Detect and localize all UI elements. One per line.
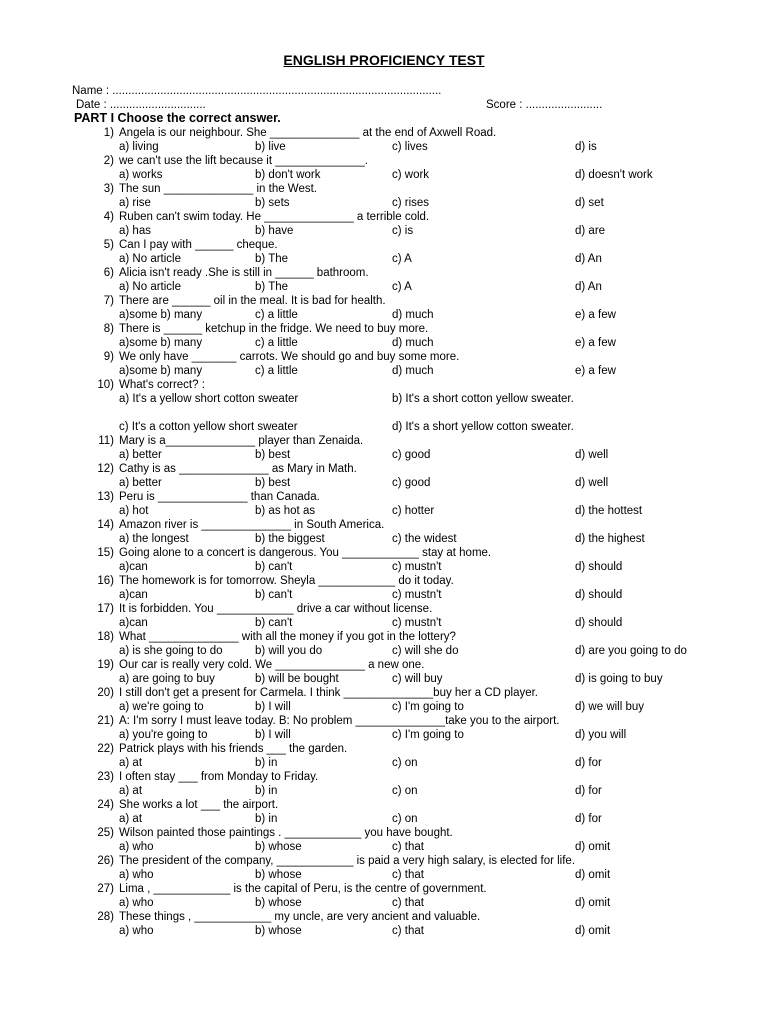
answer-options <box>0 420 768 434</box>
test-title: ENGLISH PROFICIENCY TEST <box>283 52 485 68</box>
answer-option[interactable]: a) hot <box>119 505 149 517</box>
question-text: There is ______ ketchup in the fridge. We need to buy more. <box>119 323 429 335</box>
question-text: Peru is ______________ than Canada. <box>119 491 320 503</box>
answer-option[interactable]: b) in <box>255 785 278 797</box>
answer-option[interactable]: b) I will <box>255 729 291 741</box>
question-item <box>0 546 768 574</box>
question-text: We only have _______ carrots. We should go and buy some more. <box>119 351 460 363</box>
question-text: Our car is really very cold. We ______________ a new one. <box>119 659 425 671</box>
answer-option[interactable]: b) whose <box>255 869 302 881</box>
answer-option[interactable]: c) A <box>392 253 412 265</box>
answer-option[interactable]: a) who <box>119 869 154 881</box>
answer-option[interactable]: c) good <box>392 449 431 461</box>
question-text: Angela is our neighbour. She ______________ at the end of Axwell Road. <box>119 127 497 139</box>
answer-option[interactable]: a)can <box>119 617 148 629</box>
answer-option[interactable]: c) hotter <box>392 505 435 517</box>
question-number: 7) <box>103 295 114 307</box>
question-item <box>0 574 768 602</box>
answer-option[interactable]: c) mustn't <box>392 589 442 601</box>
question-stem <box>0 518 768 532</box>
answer-option[interactable]: c) will buy <box>392 673 443 685</box>
answer-options <box>0 392 768 406</box>
answer-options <box>0 252 768 266</box>
question-text: Amazon river is ______________ in South America. <box>119 519 385 531</box>
question-text: What's correct? : <box>119 379 205 391</box>
question-number: 9) <box>103 351 114 363</box>
answer-option[interactable]: d) are you going to do <box>575 645 687 657</box>
answer-option[interactable]: a) the longest <box>119 533 189 545</box>
answer-option[interactable]: b) best <box>255 477 291 489</box>
answer-option[interactable]: d) is going to buy <box>575 673 663 685</box>
answer-option[interactable]: d) doesn't work <box>575 169 653 181</box>
answer-option[interactable]: d) should <box>575 589 623 601</box>
question-number: 23) <box>97 771 114 783</box>
answer-options <box>0 840 768 854</box>
answer-options <box>0 168 768 182</box>
question-text: I still don't get a present for Carmela. I think ______________buy her a CD player. <box>119 687 539 699</box>
question-number: 25) <box>97 827 114 839</box>
question-text: Patrick plays with his friends ___ the garden. <box>119 743 348 755</box>
question-number: 20) <box>97 687 114 699</box>
question-stem <box>0 126 768 140</box>
name-label: Name : <box>72 85 110 97</box>
answer-options <box>0 532 768 546</box>
question-text: The president of the company, ____________ is paid a very high salary, is elected for life. <box>119 855 576 867</box>
question-stem <box>0 882 768 896</box>
answer-options <box>0 616 768 630</box>
question-stem <box>0 658 768 672</box>
answer-option[interactable]: b) can't <box>255 589 293 601</box>
question-item <box>0 434 768 462</box>
answer-option[interactable]: c) A <box>392 281 412 293</box>
question-number: 27) <box>97 883 114 895</box>
question-text: Going alone to a concert is dangerous. You ____________ stay at home. <box>119 547 492 559</box>
answer-option[interactable]: a) is she going to do <box>119 645 223 657</box>
question-text: Mary is a______________ player than Zenaida. <box>119 435 364 447</box>
answer-option[interactable]: a) rise <box>119 197 151 209</box>
answer-option[interactable]: c) work <box>392 169 430 181</box>
answer-option[interactable]: d) should <box>575 561 623 573</box>
answer-option[interactable]: c) mustn't <box>392 561 442 573</box>
answer-options <box>0 308 768 322</box>
question-item <box>0 770 768 798</box>
question-stem <box>0 294 768 308</box>
answer-option[interactable]: c) I'm going to <box>392 729 464 741</box>
question-item <box>0 714 768 742</box>
question-stem <box>0 798 768 812</box>
answer-option[interactable]: d) much <box>392 337 434 349</box>
answer-option[interactable]: a) No article <box>119 281 181 293</box>
question-stem <box>0 434 768 448</box>
answer-option[interactable]: d) well <box>575 449 609 461</box>
answer-options <box>0 588 768 602</box>
date-label: Date : <box>76 99 107 111</box>
answer-options <box>0 700 768 714</box>
question-item <box>0 462 768 490</box>
question-number: 4) <box>103 211 114 223</box>
answer-option[interactable]: a) at <box>119 757 143 769</box>
answer-option[interactable]: b) don't work <box>255 169 321 181</box>
answer-option[interactable]: a) you're going to <box>119 729 208 741</box>
question-stem <box>0 350 768 364</box>
answer-options <box>0 364 768 378</box>
answer-option[interactable]: a)can <box>119 561 148 573</box>
question-item <box>0 798 768 826</box>
answer-option[interactable]: b) whose <box>255 897 302 909</box>
question-text: The homework is for tomorrow. Sheyla ____________ do it today. <box>119 575 454 587</box>
question-number: 14) <box>97 519 114 531</box>
answer-option[interactable]: d) omit <box>575 925 611 937</box>
answer-options <box>0 504 768 518</box>
question-item <box>0 882 768 910</box>
answer-option[interactable]: b) best <box>255 449 291 461</box>
answer-option[interactable]: c) rises <box>392 197 430 209</box>
question-item <box>0 210 768 238</box>
answer-option[interactable]: a)some b) many <box>119 337 203 349</box>
answer-option[interactable]: b) The <box>255 253 289 265</box>
answer-option[interactable]: c) on <box>392 757 418 769</box>
question-item <box>0 154 768 182</box>
answer-option[interactable]: b) will be bought <box>255 673 339 685</box>
answer-option[interactable]: d) we will buy <box>575 701 645 713</box>
answer-option[interactable]: d) well <box>575 477 609 489</box>
answer-option[interactable]: a) who <box>119 897 154 909</box>
answer-option[interactable]: c) the widest <box>392 533 457 545</box>
answer-option[interactable]: b) the biggest <box>255 533 325 545</box>
question-stem <box>0 266 768 280</box>
question-number: 26) <box>97 855 114 867</box>
answer-option[interactable]: d) are <box>575 225 606 237</box>
name-line <box>72 84 441 98</box>
question-stem <box>0 238 768 252</box>
question-stem <box>0 574 768 588</box>
question-stem <box>0 826 768 840</box>
question-number: 3) <box>103 183 114 195</box>
answer-option[interactable]: b) I will <box>255 701 291 713</box>
answer-options <box>0 280 768 294</box>
question-item <box>0 658 768 686</box>
question-text: Alicia isn't ready .She is still in ______ bathroom. <box>119 267 369 279</box>
answer-option[interactable]: a)some b) many <box>119 365 203 377</box>
answer-option[interactable]: c) that <box>392 897 424 909</box>
answer-option[interactable]: b) whose <box>255 925 302 937</box>
date-blank: .............................. <box>109 99 206 111</box>
answer-option[interactable]: e) a few <box>575 337 616 349</box>
answer-option[interactable]: a)can <box>119 589 148 601</box>
answer-option[interactable]: d) the highest <box>575 533 645 545</box>
answer-option[interactable]: b) live <box>255 141 286 153</box>
question-stem <box>0 630 768 644</box>
question-number: 13) <box>97 491 114 503</box>
answer-option[interactable]: c) that <box>392 869 424 881</box>
question-stem <box>0 462 768 476</box>
question-text: A: I'm sorry I must leave today. B: No problem ______________take you to the airport. <box>119 715 560 727</box>
answer-option[interactable]: a) No article <box>119 253 181 265</box>
question-stem <box>0 714 768 728</box>
answer-option[interactable]: c) lives <box>392 141 428 153</box>
answer-option[interactable]: d) much <box>392 365 434 377</box>
answer-option[interactable]: d) for <box>575 785 602 797</box>
question-stem <box>0 686 768 700</box>
question-text: What ______________ with all the money if you got in the lottery? <box>119 631 456 643</box>
answer-options <box>0 196 768 210</box>
answer-options <box>0 140 768 154</box>
answer-option[interactable]: c) a little <box>255 337 298 349</box>
question-number: 11) <box>98 435 114 447</box>
answer-option[interactable]: b) have <box>255 225 294 237</box>
question-number: 17) <box>97 603 114 615</box>
answer-option[interactable]: a) better <box>119 477 162 489</box>
question-number: 24) <box>97 799 114 811</box>
answer-option[interactable]: b) will you do <box>255 645 323 657</box>
question-text: Cathy is as ______________ as Mary in Math. <box>119 463 357 475</box>
question-text: These things , ____________ my uncle, are very ancient and valuable. <box>119 911 481 923</box>
question-stem <box>0 854 768 868</box>
question-item <box>0 602 768 630</box>
question-stem <box>0 182 768 196</box>
question-item <box>0 322 768 350</box>
score-label: Score : <box>486 99 523 111</box>
question-text: Can I pay with ______ cheque. <box>119 239 278 251</box>
question-number: 1) <box>103 127 114 139</box>
answer-option[interactable]: a) who <box>119 925 154 937</box>
question-item <box>0 350 768 378</box>
answer-option[interactable]: d) An <box>575 253 602 265</box>
answer-option[interactable]: c) that <box>392 925 424 937</box>
answer-options <box>0 924 768 938</box>
question-text: Ruben can't swim today. He ______________ a terrible cold. <box>119 211 430 223</box>
answer-option[interactable]: c) that <box>392 841 424 853</box>
question-item <box>0 826 768 854</box>
answer-option[interactable]: a)some b) many <box>119 309 203 321</box>
question-number: 12) <box>97 463 114 475</box>
answer-option[interactable]: c) I'm going to <box>392 701 464 713</box>
answer-options <box>0 868 768 882</box>
answer-option[interactable]: b) It's a short cotton yellow sweater. <box>392 393 574 405</box>
answer-option[interactable]: a) works <box>119 169 163 181</box>
answer-options <box>0 672 768 686</box>
question-number: 5) <box>103 239 114 251</box>
question-number: 16) <box>97 575 114 587</box>
question-text: I often stay ___ from Monday to Friday. <box>119 771 319 783</box>
question-item <box>0 854 768 882</box>
question-text: There are ______ oil in the meal. It is bad for health. <box>119 295 386 307</box>
question-item <box>0 294 768 322</box>
question-text: It is forbidden. You ____________ drive a car without license. <box>119 603 433 615</box>
answer-option[interactable]: c) on <box>392 813 418 825</box>
question-text: She works a lot ___ the airport. <box>119 799 279 811</box>
question-number: 2) <box>103 155 114 167</box>
answer-option[interactable]: c) good <box>392 477 431 489</box>
question-stem <box>0 322 768 336</box>
answer-option[interactable]: a) living <box>119 141 159 153</box>
question-text: we can't use the lift because it ______________. <box>119 155 368 167</box>
answer-option[interactable]: b) whose <box>255 841 302 853</box>
question-stem <box>0 910 768 924</box>
answer-option[interactable]: b) can't <box>255 617 293 629</box>
answer-option[interactable]: d) omit <box>575 897 611 909</box>
question-item <box>0 406 768 434</box>
answer-option[interactable]: d) is <box>575 141 597 153</box>
part-heading: PART I Choose the correct answer. <box>74 111 281 125</box>
answer-option[interactable]: b) as hot as <box>255 505 316 517</box>
question-item <box>0 378 768 406</box>
question-stem <box>0 742 768 756</box>
answer-option[interactable]: d) It's a short yellow cotton sweater. <box>392 421 574 433</box>
date-line <box>76 98 206 112</box>
answer-option[interactable]: a) It's a yellow short cotton sweater <box>119 393 299 405</box>
answer-options <box>0 560 768 574</box>
question-stem <box>0 406 768 420</box>
answer-option[interactable]: d) should <box>575 617 623 629</box>
answer-option[interactable]: b) in <box>255 757 278 769</box>
question-text: Wilson painted those paintings . ____________ you have bought. <box>119 827 453 839</box>
answer-options <box>0 756 768 770</box>
score-line <box>486 98 602 112</box>
answer-options <box>0 476 768 490</box>
question-stem <box>0 154 768 168</box>
answer-option[interactable]: a) who <box>119 841 154 853</box>
answer-option[interactable]: a) at <box>119 813 143 825</box>
question-item <box>0 266 768 294</box>
question-item <box>0 742 768 770</box>
answer-option[interactable]: b) can't <box>255 561 293 573</box>
answer-option[interactable]: a) better <box>119 449 162 461</box>
answer-option[interactable]: c) It's a cotton yellow short sweater <box>119 421 298 433</box>
question-number: 21) <box>97 715 114 727</box>
question-text: The sun ______________ in the West. <box>119 183 317 195</box>
question-number: 22) <box>97 743 114 755</box>
answer-options <box>0 896 768 910</box>
question-item <box>0 686 768 714</box>
question-item <box>0 910 768 938</box>
answer-option[interactable]: b) The <box>255 281 289 293</box>
answer-options <box>0 812 768 826</box>
question-number: 10) <box>97 379 114 391</box>
answer-option[interactable]: c) a little <box>255 365 298 377</box>
answer-options <box>0 224 768 238</box>
answer-option[interactable]: c) on <box>392 785 418 797</box>
question-stem <box>0 602 768 616</box>
question-stem <box>0 546 768 560</box>
score-blank: ........................ <box>525 99 603 111</box>
answer-option[interactable]: c) mustn't <box>392 617 442 629</box>
answer-option[interactable]: d) An <box>575 281 602 293</box>
question-text: Lima , ____________ is the capital of Peru, is the centre of government. <box>119 883 487 895</box>
answer-option[interactable]: c) will she do <box>392 645 459 657</box>
answer-option[interactable]: a) has <box>119 225 151 237</box>
answer-option[interactable]: b) sets <box>255 197 290 209</box>
question-stem <box>0 490 768 504</box>
answer-options <box>0 448 768 462</box>
question-item <box>0 126 768 154</box>
question-number: 18) <box>97 631 114 643</box>
answer-options <box>0 784 768 798</box>
question-item <box>0 238 768 266</box>
answer-options <box>0 728 768 742</box>
question-item <box>0 182 768 210</box>
question-stem <box>0 770 768 784</box>
answer-option[interactable]: d) you will <box>575 729 627 741</box>
question-number: 15) <box>97 547 114 559</box>
answer-option[interactable]: a) at <box>119 785 143 797</box>
answer-options <box>0 644 768 658</box>
answer-option[interactable]: d) omit <box>575 841 611 853</box>
answer-option[interactable]: a) are going to buy <box>119 673 215 685</box>
name-blank: ....................................................................................................... <box>112 85 442 97</box>
question-list <box>0 126 768 938</box>
question-item <box>0 490 768 518</box>
answer-option[interactable]: d) omit <box>575 869 611 881</box>
question-number: 19) <box>97 659 114 671</box>
answer-option[interactable]: d) the hottest <box>575 505 643 517</box>
answer-option[interactable]: d) set <box>575 197 604 209</box>
question-number: 6) <box>103 267 114 279</box>
answer-option[interactable]: a) we're going to <box>119 701 204 713</box>
answer-option[interactable]: e) a few <box>575 309 616 321</box>
answer-options <box>0 336 768 350</box>
answer-option[interactable]: d) much <box>392 309 434 321</box>
answer-option[interactable]: d) for <box>575 813 602 825</box>
question-number: 8) <box>103 323 114 335</box>
answer-option[interactable]: c) a little <box>255 309 298 321</box>
question-number: 28) <box>97 911 114 923</box>
question-stem <box>0 378 768 392</box>
answer-option[interactable]: b) in <box>255 813 278 825</box>
question-stem <box>0 210 768 224</box>
answer-option[interactable]: c) is <box>392 225 414 237</box>
question-item <box>0 518 768 546</box>
question-item <box>0 630 768 658</box>
answer-option[interactable]: e) a few <box>575 365 616 377</box>
answer-option[interactable]: d) for <box>575 757 602 769</box>
